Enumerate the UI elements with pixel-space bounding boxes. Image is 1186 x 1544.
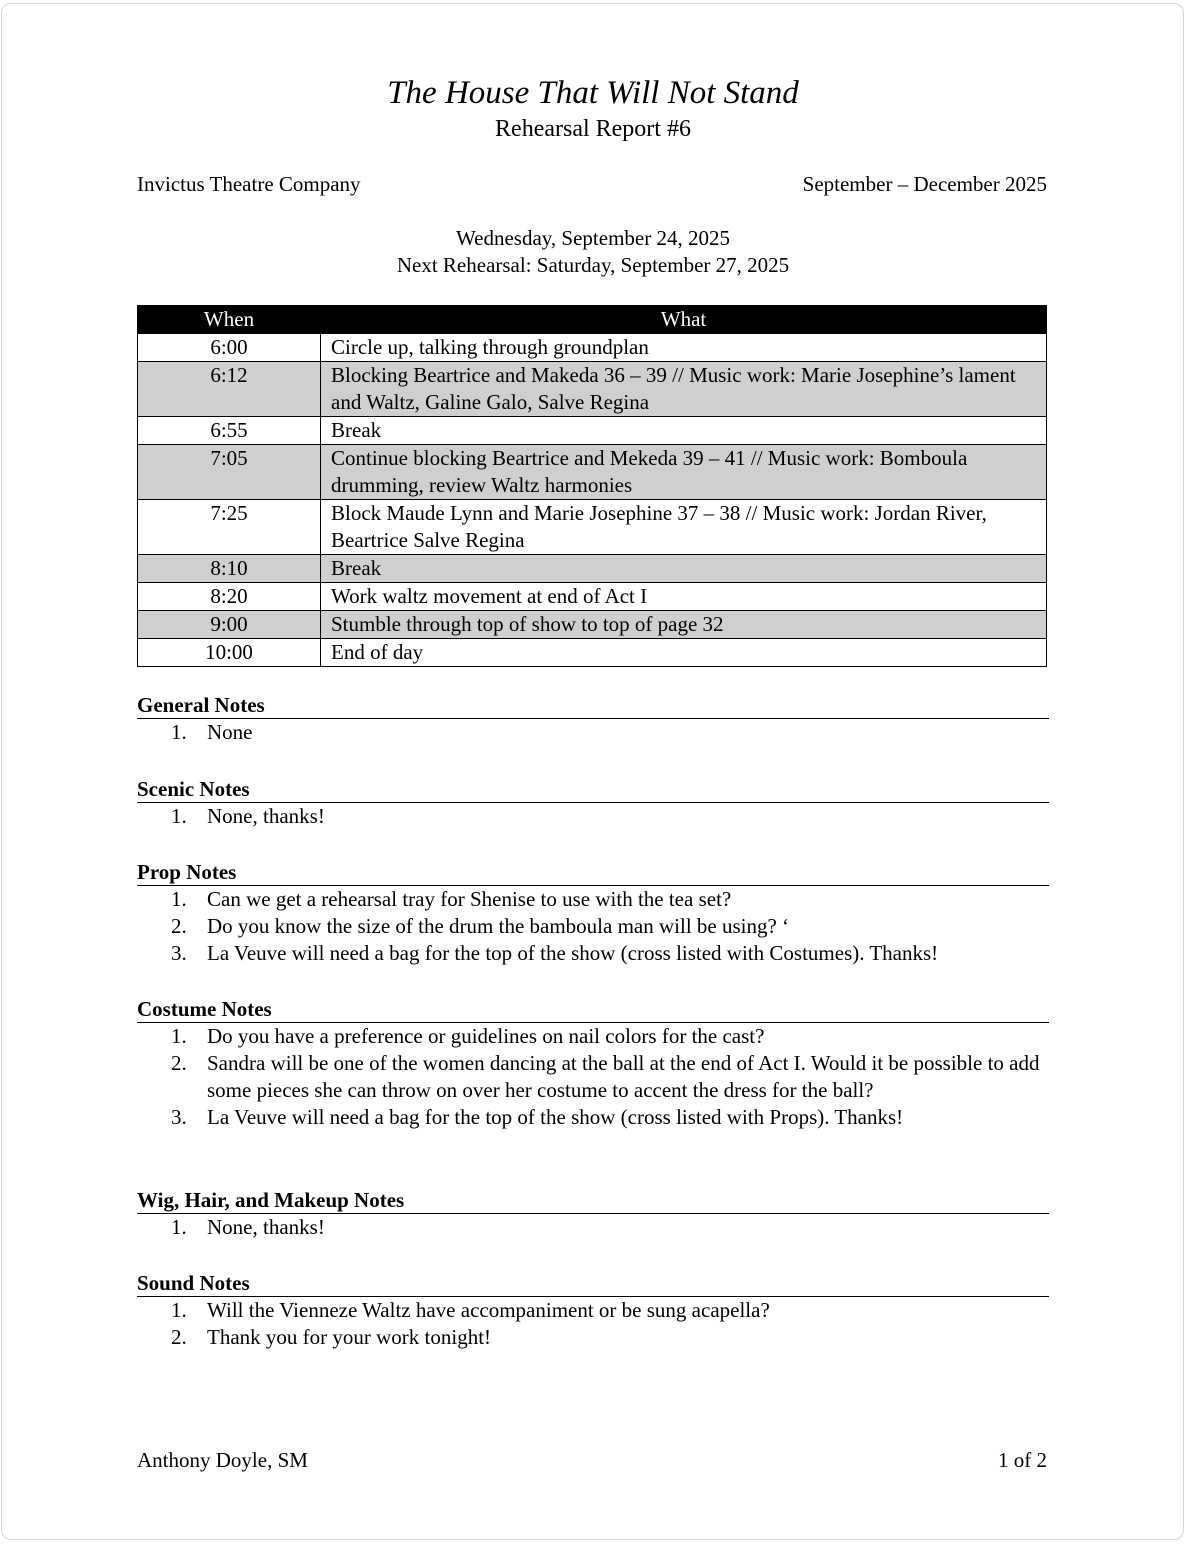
schedule-activity: Stumble through top of show to top of page 32 <box>321 611 1047 639</box>
schedule-time: 7:05 <box>138 445 321 500</box>
table-row <box>138 611 1047 639</box>
schedule-table <box>137 305 1047 667</box>
table-row <box>138 417 1047 445</box>
list-item: 1. None, thanks! <box>171 1215 325 1239</box>
rehearsal-date: Wednesday, September 24, 2025 <box>456 226 730 250</box>
costume-notes-section <box>137 996 1049 1131</box>
schedule-activity: Break <box>321 555 1047 583</box>
next-rehearsal: Next Rehearsal: Saturday, September 27, 2025 <box>396 253 790 277</box>
table-row <box>138 334 1047 362</box>
stage-manager-signature: Anthony Doyle, SM <box>137 1448 308 1472</box>
table-row <box>138 500 1047 555</box>
scenic-notes-list <box>137 803 1049 830</box>
sound-notes-list <box>137 1297 1049 1351</box>
table-row <box>138 639 1047 667</box>
schedule-time: 8:20 <box>138 583 321 611</box>
schedule-activity: Continue blocking Beartrice and Mekeda 39 – 41 // Music work: Bomboula drumming, review Waltz harmonies <box>321 445 1047 500</box>
list-item: 1. None, thanks! <box>171 804 325 828</box>
table-row <box>138 445 1047 500</box>
costume-notes-list <box>137 1023 1049 1131</box>
schedule-activity: Break <box>321 417 1047 445</box>
scenic-notes-heading: Scenic Notes <box>137 776 1049 803</box>
schedule-time: 6:55 <box>138 417 321 445</box>
table-row <box>138 583 1047 611</box>
schedule-time: 6:12 <box>138 362 321 417</box>
table-row <box>138 555 1047 583</box>
prop-notes-list <box>137 886 1049 967</box>
page-number: 1 of 2 <box>998 1448 1047 1472</box>
list-item: 2. Sandra will be one of the women dancing at the ball at the end of Act I. Would it be possible to add some pieces she can throw on over her costume to accent the dress for the ball? <box>171 1051 1040 1102</box>
list-item: 2. Thank you for your work tonight! <box>171 1325 492 1349</box>
prop-notes-section <box>137 859 1049 967</box>
schedule-time: 7:25 <box>138 500 321 555</box>
scenic-notes-section <box>137 776 1049 830</box>
schedule-activity: End of day <box>321 639 1047 667</box>
sound-notes-section <box>137 1270 1049 1351</box>
list-item: 3. La Veuve will need a bag for the top of the show (cross listed with Props). Thanks! <box>171 1105 904 1129</box>
list-item: 1. Will the Vienneze Waltz have accompaniment or be sung acapella? <box>171 1298 770 1322</box>
when-header: When <box>138 306 321 334</box>
schedule-time: 6:00 <box>138 334 321 362</box>
prop-notes-heading: Prop Notes <box>137 859 1049 886</box>
general-notes-heading: General Notes <box>137 692 1049 719</box>
sound-notes-heading: Sound Notes <box>137 1270 1049 1297</box>
wig-hair-makeup-notes-section <box>137 1187 1049 1241</box>
schedule-activity: Blocking Beartrice and Makeda 36 – 39 // Music work: Marie Josephine’s lament and Waltz, Galine Galo, Salve Regina <box>321 362 1047 417</box>
list-item: 1. Do you have a preference or guidelines on nail colors for the cast? <box>171 1024 765 1048</box>
list-item: 3. La Veuve will need a bag for the top of the show (cross listed with Costumes). Thanks! <box>171 941 939 965</box>
list-item: 1. Can we get a rehearsal tray for Shenise to use with the tea set? <box>171 887 732 911</box>
list-item: 1. None <box>171 720 253 744</box>
company-name: Invictus Theatre Company <box>137 172 361 196</box>
schedule-activity: Work waltz movement at end of Act I <box>321 583 1047 611</box>
costume-notes-heading: Costume Notes <box>137 996 1049 1023</box>
wig-hair-makeup-notes-heading: Wig, Hair, and Makeup Notes <box>137 1187 1049 1214</box>
general-notes-list <box>137 719 1049 746</box>
schedule-time: 9:00 <box>138 611 321 639</box>
what-header: What <box>321 306 1047 334</box>
general-notes-section <box>137 692 1049 746</box>
report-subtitle: Rehearsal Report #6 <box>495 116 691 142</box>
list-item: 2. Do you know the size of the drum the bamboula man will be using? ‘ <box>171 914 790 938</box>
wig-hair-makeup-notes-list <box>137 1214 1049 1241</box>
table-row <box>138 362 1047 417</box>
season-dates: September – December 2025 <box>802 172 1047 196</box>
schedule-time: 8:10 <box>138 555 321 583</box>
play-title: The House That Will Not Stand <box>387 75 799 111</box>
schedule-activity: Circle up, talking through groundplan <box>321 334 1047 362</box>
schedule-time: 10:00 <box>138 639 321 667</box>
schedule-header-row <box>138 306 1047 334</box>
schedule-activity: Block Maude Lynn and Marie Josephine 37 – 38 // Music work: Jordan River, Beartrice Salve Regina <box>321 500 1047 555</box>
